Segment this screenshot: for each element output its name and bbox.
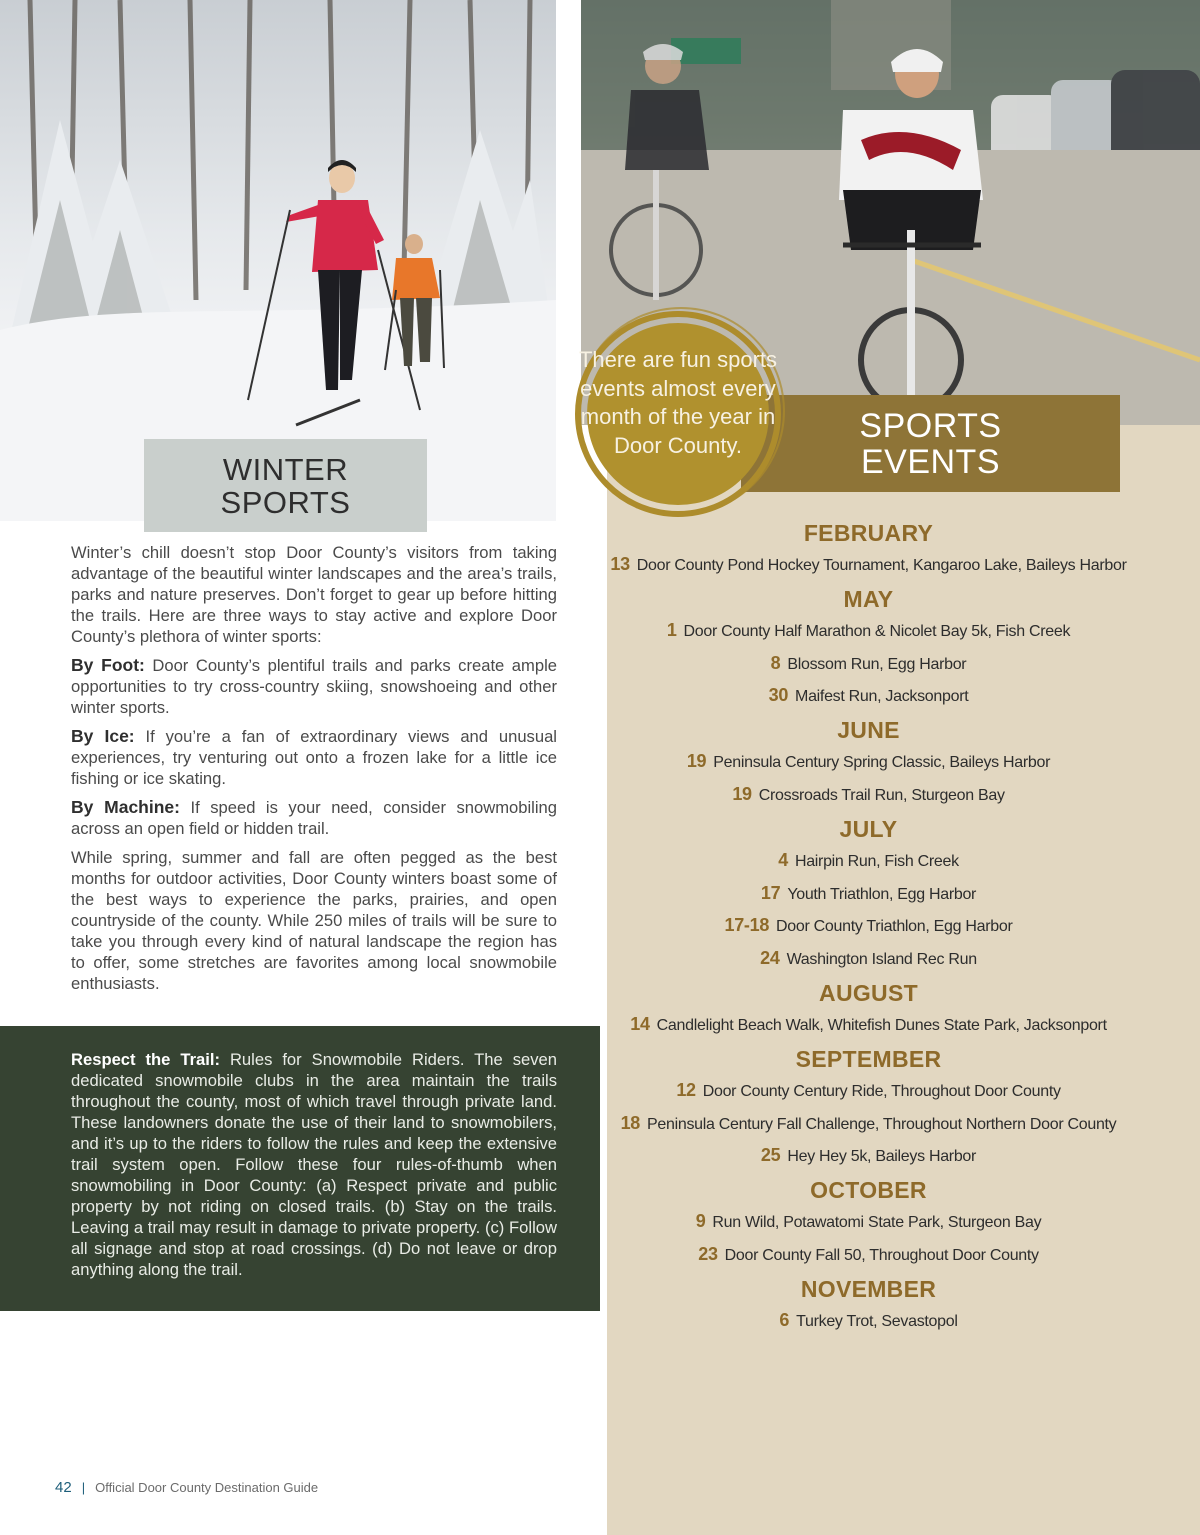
month-heading: AUGUST: [819, 979, 918, 1006]
winter-heading-line2: SPORTS: [220, 484, 351, 520]
event-day: 30: [768, 685, 789, 706]
by-foot-text: Door County’s plentiful trails and parks create ample opportunities to try cross-country skiing, snowshoeing and other winter sports.: [71, 656, 557, 717]
respect-trail-label: Respect the Trail:: [71, 1050, 220, 1069]
winter-sports-heading: [144, 439, 427, 532]
by-machine-paragraph: [71, 797, 557, 839]
event-item: [607, 910, 1130, 943]
event-item: [607, 779, 1130, 812]
event-item: [607, 615, 1130, 648]
event-description: Door County Triathlon, Egg Harbor: [776, 918, 1013, 936]
event-item: [607, 1206, 1130, 1239]
event-description: Turkey Trot, Sevastopol: [796, 1312, 958, 1330]
event-description: Crossroads Trail Run, Sturgeon Bay: [758, 786, 1005, 804]
event-description: Washington Island Rec Run: [786, 951, 977, 969]
event-day: 8: [770, 652, 781, 673]
events-schedule: [607, 516, 1130, 1338]
winter-intro: Winter’s chill doesn’t stop Door County’s visitors from taking advantage of the beautiful winter landscapes and the area’s trails, parks and nature preserves. Don’t forget to gear up before hitting the trails. Here are three ways to stay active and explore Door County’s plethora of winter sports:: [71, 543, 557, 646]
events-heading-line1: SPORTS: [859, 406, 1002, 445]
event-day: 19: [686, 751, 707, 772]
month-heading: JUNE: [837, 717, 900, 744]
event-day: 24: [760, 948, 780, 969]
respect-trail-text: [71, 1049, 557, 1280]
winter-heading-line1: WINTER: [222, 451, 349, 487]
event-item: [607, 1239, 1130, 1272]
month-heading: SEPTEMBER: [795, 1045, 942, 1072]
event-description: Youth Triathlon, Egg Harbor: [787, 885, 977, 903]
event-description: Run Wild, Potawatomi State Park, Sturgeon Bay: [712, 1214, 1042, 1232]
event-item: [607, 1009, 1130, 1042]
event-day: 14: [630, 1013, 650, 1034]
by-foot-paragraph: [71, 655, 557, 718]
month-heading: JULY: [839, 815, 898, 842]
event-day: 12: [676, 1079, 696, 1100]
footer-separator: |: [81, 1480, 86, 1495]
event-day: 18: [620, 1112, 641, 1133]
event-description: Door County Century Ride, Throughout Door County: [702, 1082, 1061, 1100]
event-item: [607, 1075, 1130, 1108]
event-item: [607, 878, 1130, 911]
event-description: Peninsula Century Spring Classic, Baileys Harbor: [713, 754, 1051, 772]
page-footer: [55, 1479, 318, 1496]
event-day: 17: [760, 882, 781, 903]
winter-closing: While spring, summer and fall are often pegged as the best months for outdoor activities, Door County winters boast some of the best ways to experience the parks, prairies, and open countryside of the county. While 250 miles of trails will be sure to take you through every kind of natural landscape the region has to offer, some stretches are favorites among local snowmobile enthusiasts.: [71, 848, 557, 993]
by-machine-text: If speed is your need, consider snowmobiling across an open field or hidden trail.: [71, 798, 558, 838]
events-heading-line2: EVENTS: [860, 442, 1001, 481]
event-item: [607, 845, 1130, 878]
month-heading: NOVEMBER: [800, 1275, 937, 1302]
event-item: [607, 1108, 1130, 1141]
event-item: [607, 549, 1130, 582]
by-ice-text: If you’re a fan of extraordinary views and unusual experiences, try venturing out onto a frozen lake for a little ice fishing or ice skating.: [71, 727, 557, 788]
event-description: Hey Hey 5k, Baileys Harbor: [787, 1148, 977, 1166]
month-heading: FEBRUARY: [803, 520, 934, 546]
event-description: Blossom Run, Egg Harbor: [787, 655, 967, 673]
page-number: 42: [55, 1479, 72, 1496]
event-description: Hairpin Run, Fish Creek: [794, 852, 959, 870]
by-machine-label: By Machine:: [71, 797, 180, 817]
event-day: 4: [778, 849, 788, 870]
event-day: 17-18: [724, 915, 770, 936]
event-description: Maifest Run, Jacksonport: [795, 688, 969, 706]
event-item: [607, 746, 1130, 779]
event-item: [607, 680, 1130, 713]
event-day: 23: [698, 1243, 718, 1264]
event-day: 1: [666, 619, 677, 640]
month-heading: OCTOBER: [810, 1177, 927, 1204]
event-day: 19: [732, 783, 752, 804]
winter-sports-body: [71, 542, 557, 1002]
publication-title: Official Door County Destination Guide: [95, 1480, 319, 1495]
event-day: 13: [610, 554, 630, 574]
event-description: Peninsula Century Fall Challenge, Throughout Northern Door County: [647, 1115, 1117, 1133]
badge-text: There are fun sports events almost every month of the year in Door County.: [578, 347, 778, 458]
respect-trail-body: Rules for Snowmobile Riders. The seven dedicated snowmobile clubs in the area maintain the trails throughout the county, most of which travel through private land. These landowners donate the use of their land to snowmobilers, and it’s up to the riders to follow the rules and keep the extensive trail system open. Follow these four rules-of-thumb when snowmobiling in Door County: (a) Respect private and public property by not riding on closed trails. (b) Stay on the trails. Leaving a trail may result in damage to private property. (c) Follow all signage and stop at road crossings. (d) Do not leave or drop anything along the trail.: [71, 1050, 557, 1279]
event-day: 6: [779, 1309, 790, 1330]
month-heading: MAY: [843, 585, 894, 612]
event-description: Door County Fall 50, Throughout Door County: [724, 1246, 1039, 1264]
event-item: [607, 1305, 1130, 1338]
event-item: [607, 943, 1130, 976]
event-description: Candlelight Beach Walk, Whitefish Dunes State Park, Jacksonport: [656, 1016, 1107, 1034]
event-description: Door County Pond Hockey Tournament, Kangaroo Lake, Baileys Harbor: [636, 557, 1127, 574]
by-foot-label: By Foot:: [71, 655, 145, 675]
event-day: 25: [760, 1145, 781, 1166]
event-day: 9: [695, 1211, 706, 1232]
event-description: Door County Half Marathon & Nicolet Bay 5k, Fish Creek: [683, 622, 1071, 640]
event-item: [607, 648, 1130, 681]
by-ice-label: By Ice:: [71, 726, 135, 746]
by-ice-paragraph: [71, 726, 557, 789]
event-item: [607, 1140, 1130, 1173]
